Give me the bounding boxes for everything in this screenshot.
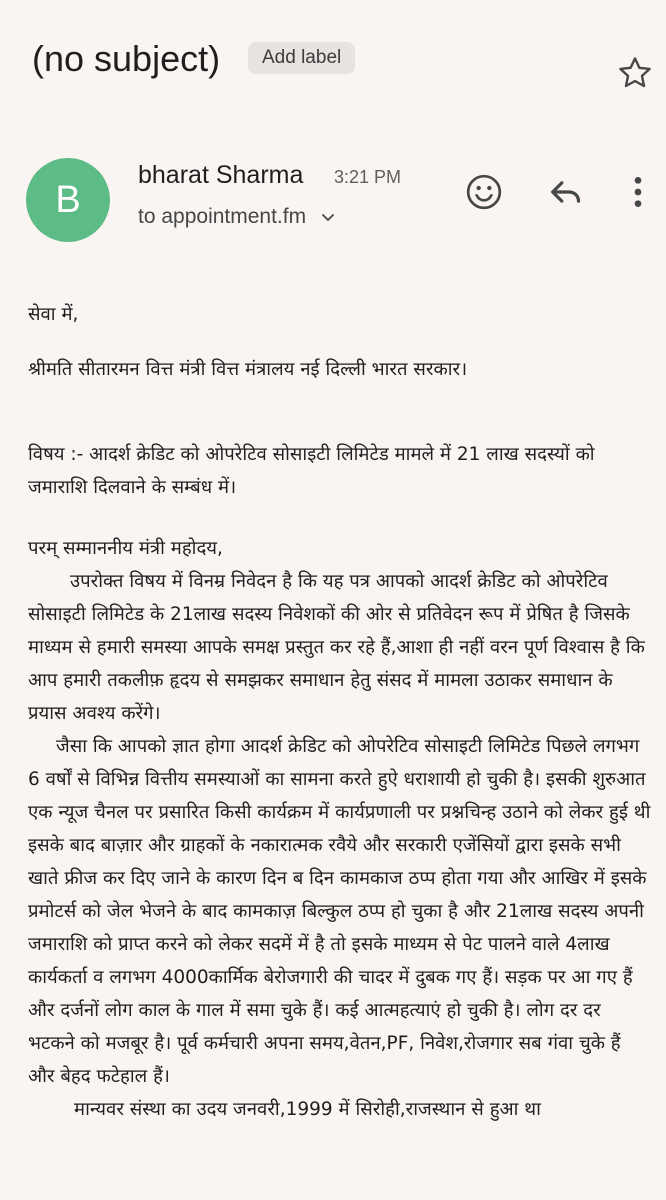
subject-header [32, 36, 642, 84]
more-vertical-icon[interactable] [622, 172, 654, 212]
spacer [28, 386, 652, 438]
add-label-button[interactable]: Add label [248, 42, 355, 74]
greeting: परम् सम्माननीय मंत्री महोदय, [28, 538, 223, 559]
paragraph-3: मान्यवर संस्था का उदय जनवरी,1999 में सिरोही,राजस्थान से हुआ था [74, 1099, 541, 1120]
salutation: सेवा में, [28, 304, 79, 325]
subject-line: विषय :- आदर्श क्रेडिट को ओपरेटिव सोसाइटी लिमिटेड मामले में 21 लाख सदस्यों को जमाराशि दिलवाने के सम्बंध में। [28, 444, 595, 498]
recipient-details-toggle[interactable] [138, 202, 336, 232]
email-body [28, 298, 652, 1126]
spacer [28, 504, 652, 532]
emoji-reaction-icon[interactable] [464, 172, 504, 212]
paragraph-2: जैसा कि आपको ज्ञात होगा आदर्श क्रेडिट को ओपरेटिव सोसाइटी लिमिटेड पिछले लगभग 6 वर्षों से विभिन्न वित्तीय समस्याओं का सामना करते हुऐ धराशायी हो चुकी है। इसकी शुरुआत एक न्यूज चैनल पर प्रसारित किसी कार्यक्रम में कार्यप्रणाली पर प्रश्नचिन्ह उठाने को लेकर हुई थी इसके बाद बाज़ार और ग्राहकों के नकारात्मक रवैये और सरकारी एजेंसियों द्वारा इसके सभी खाते फ्रीज कर दिए जाने के कारण दिन ब दिन कामकाज ठप्प होता गया और आखिर में इसके प्रमोटर्स को जेल भेजने के बाद कामकाज़ बिल्कुल ठप्प हो चुका है और 21लाख सदस्य अपनी जमाराशि को प्राप्त करने को लेकर सदमें में है तो इसके माध्यम से पेट पालने वाले 4लाख कार्यकर्ता व लगभग 4000कार्मिक बेरोजगारी की चादर में दुबक गए हैं। सड़क पर आ गए हैं और दर्जनों लोग काल के गाल में समा चुके हैं। कई आत्महत्याएं हो चुकी है। लोग दर दर भटकने को मजबूर है। पूर्व कर्मचारी अपना समय,वेतन,PF, निवेश,रोजगार सब गंवा चुके हैं और बेहद फटेहाल हैं। [28, 736, 651, 1087]
sent-time: 3:21 PM [334, 167, 402, 187]
reply-icon[interactable] [546, 172, 586, 212]
sender-name[interactable]: bharat Sharma [138, 161, 304, 189]
chevron-down-icon [320, 209, 336, 225]
addressee: श्रीमति सीतारमन वित्त मंत्री वित्त मंत्रालय नई दिल्ली भारत सरकार। [28, 359, 468, 380]
email-subject: (no subject) [32, 38, 221, 79]
recipient-text: to appointment.fm [138, 205, 307, 228]
star-icon[interactable] [616, 54, 654, 92]
avatar[interactable]: B [26, 158, 110, 242]
sender-header [26, 154, 650, 244]
spacer [28, 331, 652, 353]
paragraph-1: उपरोक्त विषय में विनम्र निवेदन है कि यह पत्र आपको आदर्श क्रेडिट को ओपरेटिव सोसाइटी लिमिटेड के 21लाख सदस्य निवेशकों की ओर से प्रतिवेदन रूप में प्रेषित है जिसके माध्यम से हमारी समस्या आपके समक्ष प्रस्तुत कर रहे हैं,आशा ही नहीं वरन पूर्ण विश्वास है कि आप हमारी तकलीफ़ हृदय से समझकर समाधान हेतु संसद में मामला उठाकर समाधान के प्रयास अवश्य करेंगे। [28, 571, 645, 724]
